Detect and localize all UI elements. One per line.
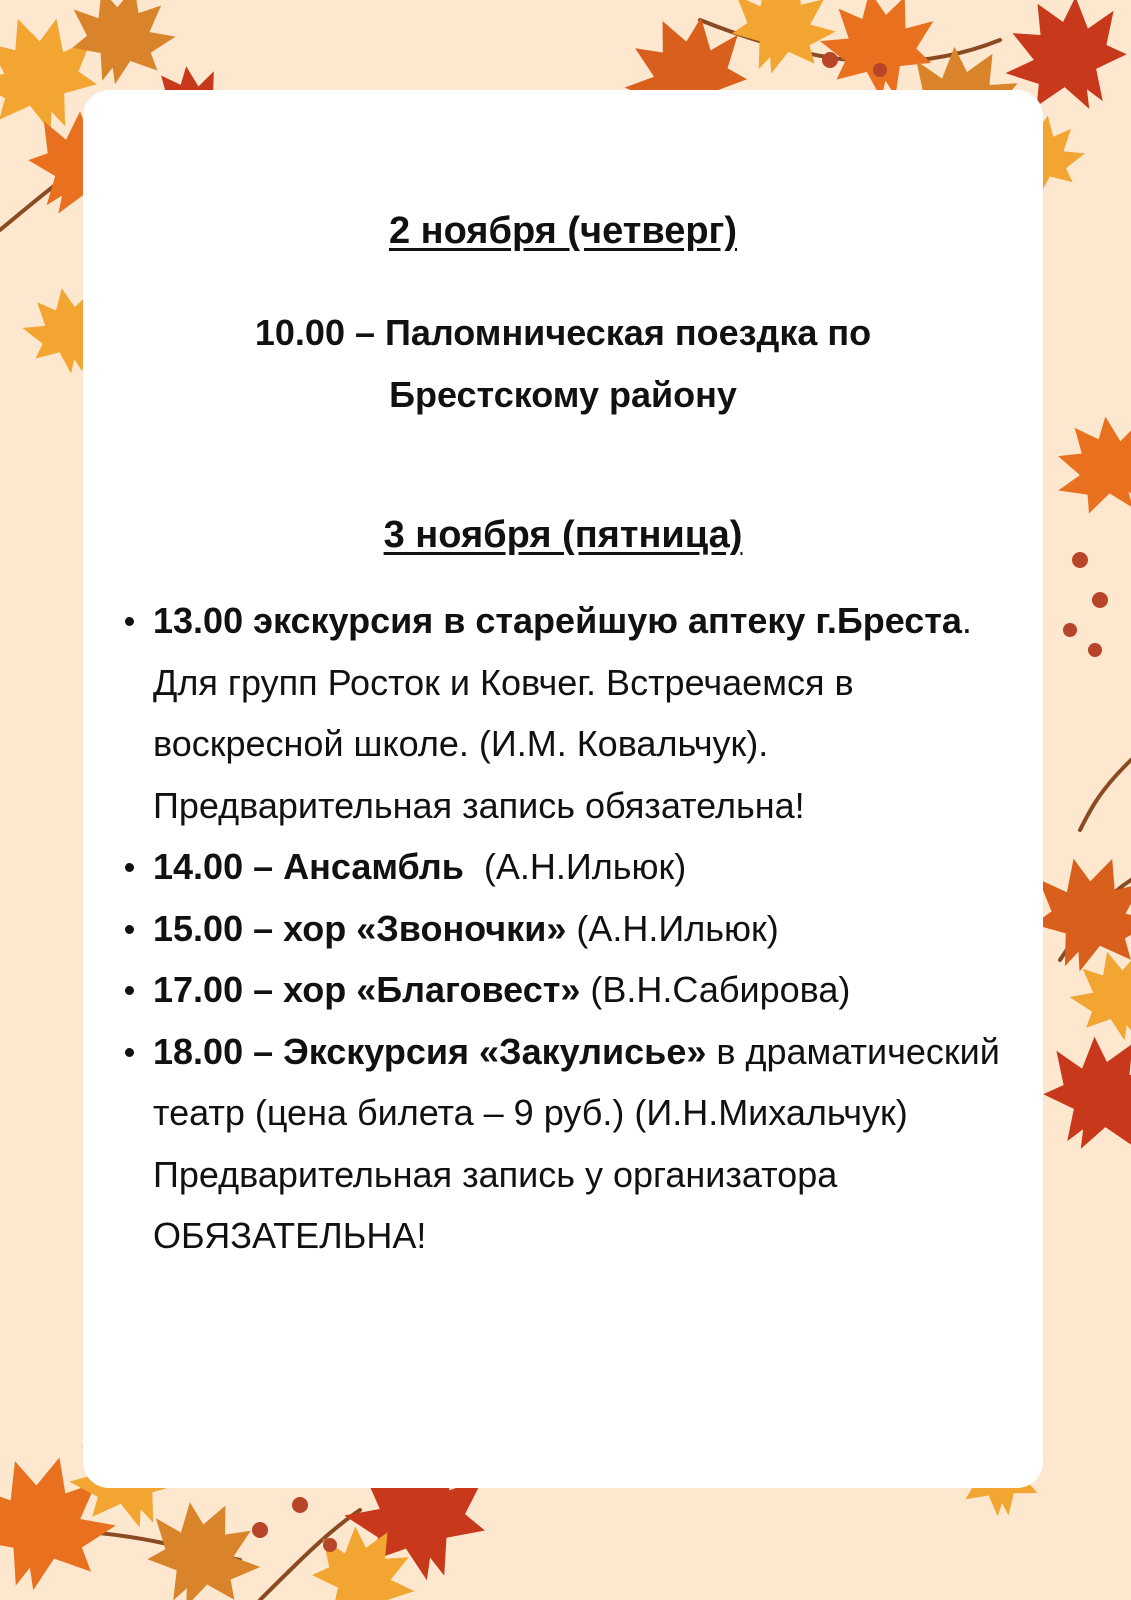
pilgrimage-trip xyxy=(83,302,1043,426)
day1-title: 2 ноября (четверг) xyxy=(388,210,738,252)
list-item xyxy=(153,898,1018,960)
trip-line-2: Брестскому району xyxy=(389,374,737,415)
event-time-title: 18.00 – Экскурсия «Закулисье» xyxy=(153,1030,707,1072)
event-details: . Для групп Росток и Ковчег. Встречаемся в воскресной школе. (И.М. Ковальчук). Предварительная запись обязательна! xyxy=(153,600,972,826)
event-time-title: 13.00 экскурсия в старейшую аптеку г.Бреста xyxy=(153,600,962,641)
event-details: в драматический театр (цена билета – 9 руб.) (И.Н.Михальчук) Предварительная запись у организатора ОБЯЗАТЕЛЬНА! xyxy=(153,1030,1000,1256)
event-details: (А.Н.Ильюк) xyxy=(463,846,687,887)
content-card xyxy=(83,90,1043,1488)
list-item xyxy=(153,836,1018,898)
event-list xyxy=(153,590,1018,1267)
trip-line-1: 10.00 – Паломническая поездка по xyxy=(254,312,872,353)
event-details: (А.Н.Ильюк) xyxy=(566,907,779,949)
list-item xyxy=(153,959,1018,1021)
list-item xyxy=(153,1021,1018,1267)
event-details: (В.Н.Сабирова) xyxy=(580,969,851,1010)
event-time-title: 17.00 – хор «Благовест» xyxy=(153,969,581,1010)
event-time-title: 14.00 – Ансамбль xyxy=(153,846,464,887)
day2-title: 3 ноября (пятница) xyxy=(383,514,743,556)
event-time-title: 15.00 – хор «Звоночки» xyxy=(153,907,567,949)
list-item xyxy=(153,590,1018,836)
